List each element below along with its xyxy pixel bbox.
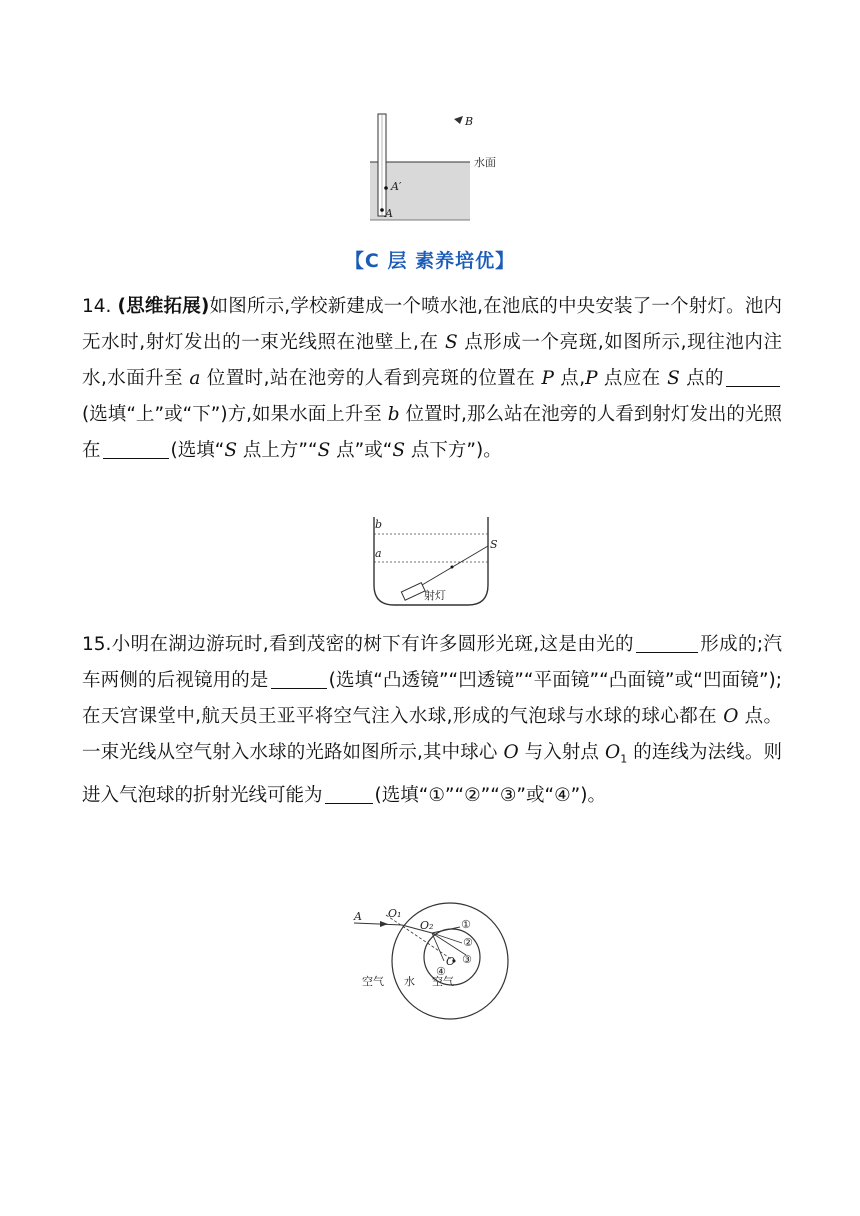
figure-pool-svg bbox=[366, 513, 498, 609]
q14-answer-blank-2[interactable] bbox=[103, 434, 169, 459]
ball-label-water: 水 bbox=[404, 975, 415, 988]
q14-var-S3: S bbox=[224, 440, 238, 461]
ray-point bbox=[451, 566, 454, 569]
ball-label-r4: ④ bbox=[436, 965, 446, 978]
ball-label-r1: ① bbox=[461, 918, 471, 931]
q14-text-2: 点形成一个亮斑,如图所示,现往池内注水,水面升至 bbox=[82, 332, 782, 389]
q14-text-8: 位置时,那么站在池旁的人看到射灯发出的光照在 bbox=[82, 404, 782, 461]
q14-var-S: S bbox=[445, 332, 458, 353]
q15-text-4: 点。一束光线从空气射入水球的光路如图所示,其中球心 bbox=[82, 706, 782, 763]
q15-var-O2: O bbox=[503, 742, 519, 763]
ball-label-r3: ③ bbox=[462, 953, 472, 966]
q14-var-S2: S bbox=[667, 368, 680, 389]
incident-ray bbox=[354, 923, 402, 925]
ball-label-O1: O₁ bbox=[388, 907, 402, 920]
question-14 bbox=[82, 289, 782, 469]
q14-number: 14. bbox=[82, 296, 112, 317]
q15-text-6: 的连线为法线。则进入气泡球的折射光线可能为 bbox=[82, 742, 782, 806]
q15-var-O: O bbox=[723, 706, 739, 727]
figure-rod-in-water-svg bbox=[368, 110, 508, 225]
q14-text-12: 点下方”)。 bbox=[405, 440, 502, 461]
q15-text-1: 小明在湖边游玩时,看到茂密的树下有许多圆形光斑,这是由光的 bbox=[111, 634, 634, 655]
q15-var-O1: O bbox=[605, 742, 621, 763]
q14-var-S5: S bbox=[392, 440, 406, 461]
q15-text-2: 形成的;汽车两侧的后视镜用的是 bbox=[82, 634, 783, 691]
ray-1 bbox=[432, 927, 460, 933]
q15-answer-blank-3[interactable] bbox=[325, 779, 373, 804]
q15-text-7: (选填“①”“②”“③”或“④”)。 bbox=[374, 784, 606, 806]
fig13-label-A: A bbox=[385, 207, 393, 220]
q14-text-5: 点应在 bbox=[597, 368, 668, 389]
point-A1 bbox=[384, 186, 388, 190]
q14-var-P2: P bbox=[585, 368, 598, 389]
incident-arrow-icon bbox=[380, 921, 388, 927]
q15-answer-blank-2[interactable] bbox=[271, 664, 327, 689]
figure-rod-in-water bbox=[368, 110, 508, 225]
q14-text-4: 点, bbox=[553, 368, 586, 389]
q14-tag: (思维拓展) bbox=[117, 296, 210, 317]
q15-number: 15. bbox=[82, 634, 112, 655]
q14-text-7: (选填“上”或“下”)方,如果水面上升至 bbox=[82, 404, 388, 425]
q14-text-3: 位置时,站在池旁的人看到亮斑的位置在 bbox=[200, 368, 542, 389]
question-15 bbox=[82, 627, 782, 814]
figure-pool bbox=[366, 513, 498, 609]
eye-B-icon bbox=[454, 116, 463, 124]
q14-var-a: a bbox=[189, 368, 201, 389]
q14-answer-blank-1[interactable] bbox=[726, 362, 780, 387]
figure-water-ball bbox=[350, 903, 530, 1023]
pool-label-lamp: 射灯 bbox=[424, 589, 446, 602]
figure-water-ball-svg bbox=[350, 903, 530, 1023]
q15-text-5: 与入射点 bbox=[518, 742, 606, 763]
q15-sub-1: 1 bbox=[620, 752, 628, 766]
q14-text-10: 点上方”“ bbox=[237, 440, 318, 461]
light-ray bbox=[422, 546, 488, 585]
q15-text-3: (选填“凸透镜”“凹透镜”“平面镜”“凸面镜”或“凹面镜”);在天宫课堂中,航天员王亚平将空气注入水球,形成的气泡球与水球的球心都在 bbox=[82, 670, 782, 727]
q14-text-1: 如图所示,学校新建成一个喷水池,在池底的中央安装了一个射灯。池内无水时,射灯发出的一束光线照在池壁上,在 bbox=[82, 296, 783, 353]
ball-label-A: A bbox=[354, 910, 362, 923]
q14-var-b: b bbox=[387, 404, 400, 425]
point-A bbox=[380, 208, 384, 212]
ball-label-O2: O₂ bbox=[420, 919, 434, 932]
fig13-label-B: B bbox=[465, 115, 474, 128]
q15-answer-blank-1[interactable] bbox=[636, 628, 698, 653]
pool-label-a: a bbox=[375, 547, 382, 560]
q14-var-P: P bbox=[541, 368, 554, 389]
ball-label-air-in: 空气 bbox=[432, 975, 454, 988]
ray-2 bbox=[432, 933, 462, 943]
q14-var-S4: S bbox=[317, 440, 331, 461]
q14-text-11: 点”或“ bbox=[330, 440, 393, 461]
ball-label-r2: ② bbox=[463, 936, 473, 949]
pool-label-S: S bbox=[490, 538, 498, 551]
q14-text-9: (选填“ bbox=[170, 440, 225, 461]
pool-label-b: b bbox=[375, 518, 383, 531]
q14-text-6: 点的 bbox=[679, 368, 724, 389]
ball-label-O: O bbox=[446, 955, 456, 968]
fig13-label-A1: A′ bbox=[391, 180, 402, 193]
ball-label-air-out: 空气 bbox=[362, 975, 384, 988]
section-title: 【C 层 素养培优】 bbox=[344, 250, 516, 272]
fig13-water-label: 水面 bbox=[474, 156, 496, 169]
lamp bbox=[401, 583, 425, 600]
